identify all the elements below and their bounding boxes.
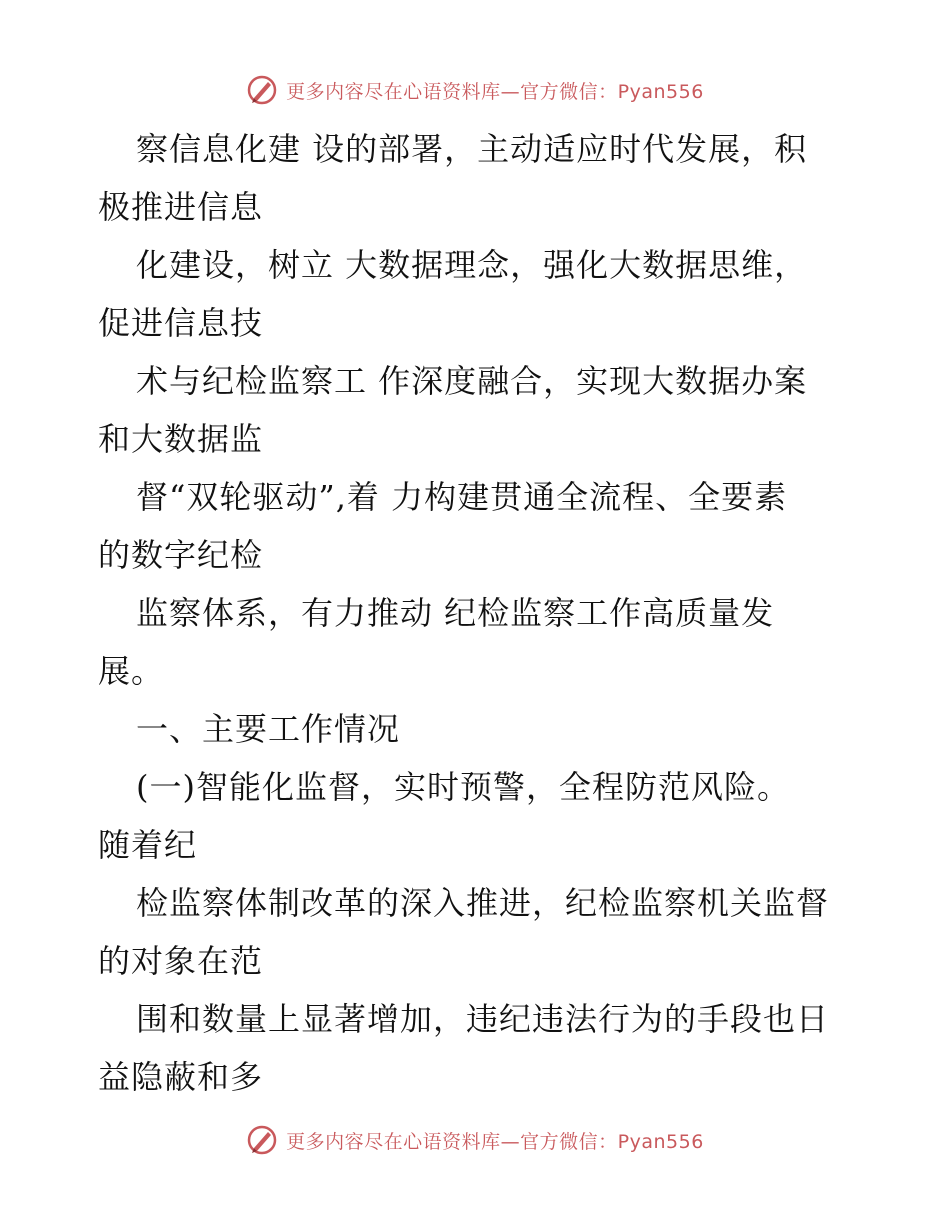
text-line: 的数字纪检 bbox=[98, 536, 264, 574]
text-line: 督“双轮驱动”,着 力构建贯通全流程、全要素 bbox=[136, 478, 788, 516]
text-line: 和大数据监 bbox=[98, 420, 264, 458]
text-line: 的对象在范 bbox=[98, 942, 264, 980]
pen-logo-icon bbox=[246, 1124, 278, 1156]
pen-logo-icon bbox=[246, 74, 278, 106]
text-line: 益隐蔽和多 bbox=[98, 1058, 264, 1096]
subsection-heading: (一)智能化监督，实时预警，全程防范风险。 bbox=[136, 768, 790, 806]
text-line: 察信息化建 设的部署，主动适应时代发展，积 bbox=[136, 130, 808, 168]
text-line: 极推进信息 bbox=[98, 188, 264, 226]
document-body bbox=[98, 120, 868, 1106]
footer-watermark bbox=[0, 1120, 950, 1160]
text-line: 术与纪检监察工 作深度融合，实现大数据办案 bbox=[136, 362, 808, 400]
text-line: 化建设，树立 大数据理念，强化大数据思维， bbox=[136, 246, 808, 284]
watermark-text: 更多内容尽在心语资料库—官方微信：Pyan556 bbox=[286, 80, 704, 103]
text-line: 展。 bbox=[98, 652, 165, 690]
watermark-text: 更多内容尽在心语资料库—官方微信：Pyan556 bbox=[286, 1130, 704, 1153]
text-line: 围和数量上显著增加，违纪违法行为的手段也日 bbox=[136, 1000, 830, 1038]
text-line: 随着纪 bbox=[98, 826, 198, 864]
text-line: 促进信息技 bbox=[98, 304, 264, 342]
header-watermark bbox=[0, 70, 950, 110]
text-line: 检监察体制改革的深入推进，纪检监察机关监督 bbox=[136, 884, 830, 922]
text-line: 监察体系，有力推动 纪检监察工作高质量发 bbox=[136, 594, 775, 632]
section-heading: 一、主要工作情况 bbox=[136, 710, 401, 748]
